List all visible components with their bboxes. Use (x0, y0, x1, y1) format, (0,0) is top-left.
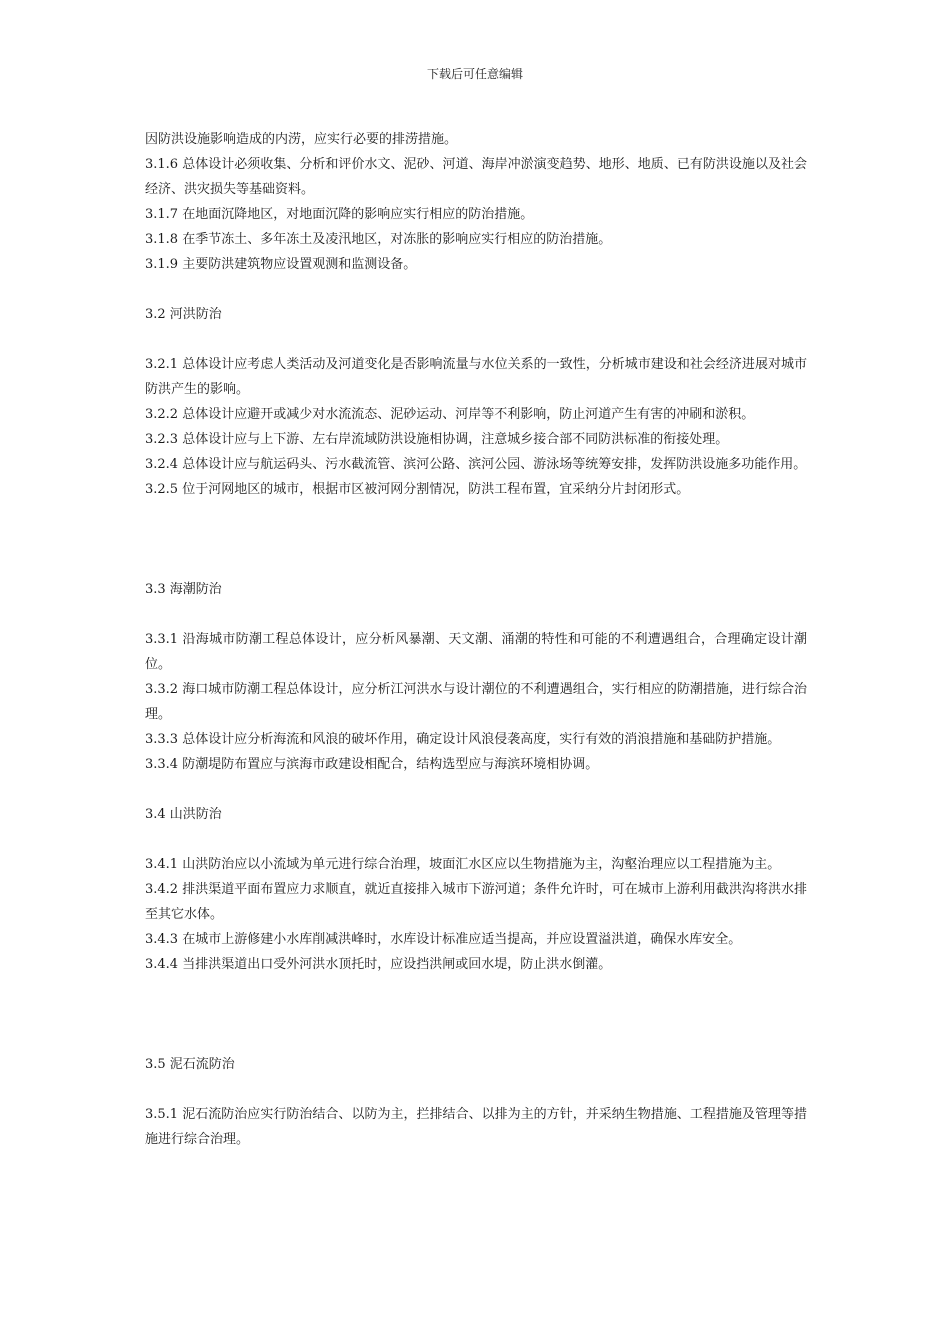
spacer (145, 977, 807, 1052)
spacer (145, 1077, 807, 1102)
section-heading-3-5: 3.5 泥石流防治 (145, 1057, 235, 1072)
paragraph-3-4-4: 3.4.4 当排洪渠道出口受外河洪水顶托时，应设挡洪闸或回水堤，防止洪水倒灌。 (145, 957, 612, 972)
paragraph-3-2-5: 3.2.5 位于河网地区的城市，根据市区被河网分割情况，防洪工程布置，宜采纳分片封闭形式。 (145, 482, 690, 497)
spacer (145, 602, 807, 627)
document-body (145, 127, 807, 1152)
section-heading-3-4: 3.4 山洪防治 (145, 807, 222, 822)
spacer (145, 502, 807, 577)
page-header: 下载后可任意编辑 (426, 67, 523, 81)
paragraph-3-1-9: 3.1.9 主要防洪建筑物应设置观测和监测设备。 (145, 257, 417, 272)
paragraph-3-3-2: 3.3.2 海口城市防潮工程总体设计，应分析江河洪水与设计潮位的不利遭遇组合，实行相应的防潮措施，进行综合治理。 (145, 682, 807, 722)
paragraph-3-2-4: 3.2.4 总体设计应与航运码头、污水截流管、滨河公路、滨河公园、游泳场等统筹安排，发挥防洪设施多功能作用。 (145, 457, 807, 472)
paragraph-3-3-3: 3.3.3 总体设计应分析海流和风浪的破坏作用，确定设计风浪侵袭高度，实行有效的消浪措施和基础防护措施。 (145, 732, 781, 747)
section-heading-3-2: 3.2 河洪防治 (145, 307, 222, 322)
paragraph-3-4-2: 3.4.2 排洪渠道平面布置应力求顺直，就近直接排入城市下游河道；条件允许时，可在城市上游利用截洪沟将洪水排至其它水体。 (145, 882, 807, 922)
paragraph-3-3-1: 3.3.1 沿海城市防潮工程总体设计，应分析风暴潮、天文潮、涌潮的特性和可能的不利遭遇组合，合理确定设计潮位。 (145, 632, 807, 672)
paragraph-3-4-3: 3.4.3 在城市上游修建小水库削减洪峰时，水库设计标准应适当提高，并应设置溢洪道，确保水库安全。 (145, 932, 742, 947)
spacer (145, 777, 807, 802)
spacer (145, 277, 807, 302)
paragraph-3-1-7: 3.1.7 在地面沉降地区，对地面沉降的影响应实行相应的防治措施。 (145, 207, 534, 222)
paragraph-3-2-3: 3.2.3 总体设计应与上下游、左右岸流域防洪设施相协调，注意城乡接合部不同防洪标准的衔接处理。 (145, 432, 729, 447)
paragraph-3-2-2: 3.2.2 总体设计应避开或减少对水流流态、泥砂运动、河岸等不利影响，防止河道产生有害的冲刷和淤积。 (145, 407, 755, 422)
spacer (145, 327, 807, 352)
paragraph-3-1-6: 3.1.6 总体设计必须收集、分析和评价水文、泥砂、河道、海岸冲淤演变趋势、地形、地质、已有防洪设施以及社会经济、洪灾损失等基础资料。 (145, 157, 807, 197)
paragraph-3-5-1: 3.5.1 泥石流防治应实行防治结合、以防为主，拦排结合、以排为主的方针，并采纳生物措施、工程措施及管理等措施进行综合治理。 (145, 1107, 807, 1147)
paragraph-3-3-4: 3.3.4 防潮堤防布置应与滨海市政建设相配合，结构选型应与海滨环境相协调。 (145, 757, 599, 772)
paragraph: 因防洪设施影响造成的内涝，应实行必要的排涝措施。 (145, 132, 458, 147)
paragraph-3-4-1: 3.4.1 山洪防治应以小流域为单元进行综合治理，坡面汇水区应以生物措施为主，沟壑治理应以工程措施为主。 (145, 857, 781, 872)
spacer (145, 827, 807, 852)
section-heading-3-3: 3.3 海潮防治 (145, 582, 222, 597)
paragraph-3-1-8: 3.1.8 在季节冻土、多年冻土及凌汛地区，对冻胀的影响应实行相应的防治措施。 (145, 232, 612, 247)
paragraph-3-2-1: 3.2.1 总体设计应考虑人类活动及河道变化是否影响流量与水位关系的一致性，分析城市建设和社会经济进展对城市防洪产生的影响。 (145, 357, 807, 397)
